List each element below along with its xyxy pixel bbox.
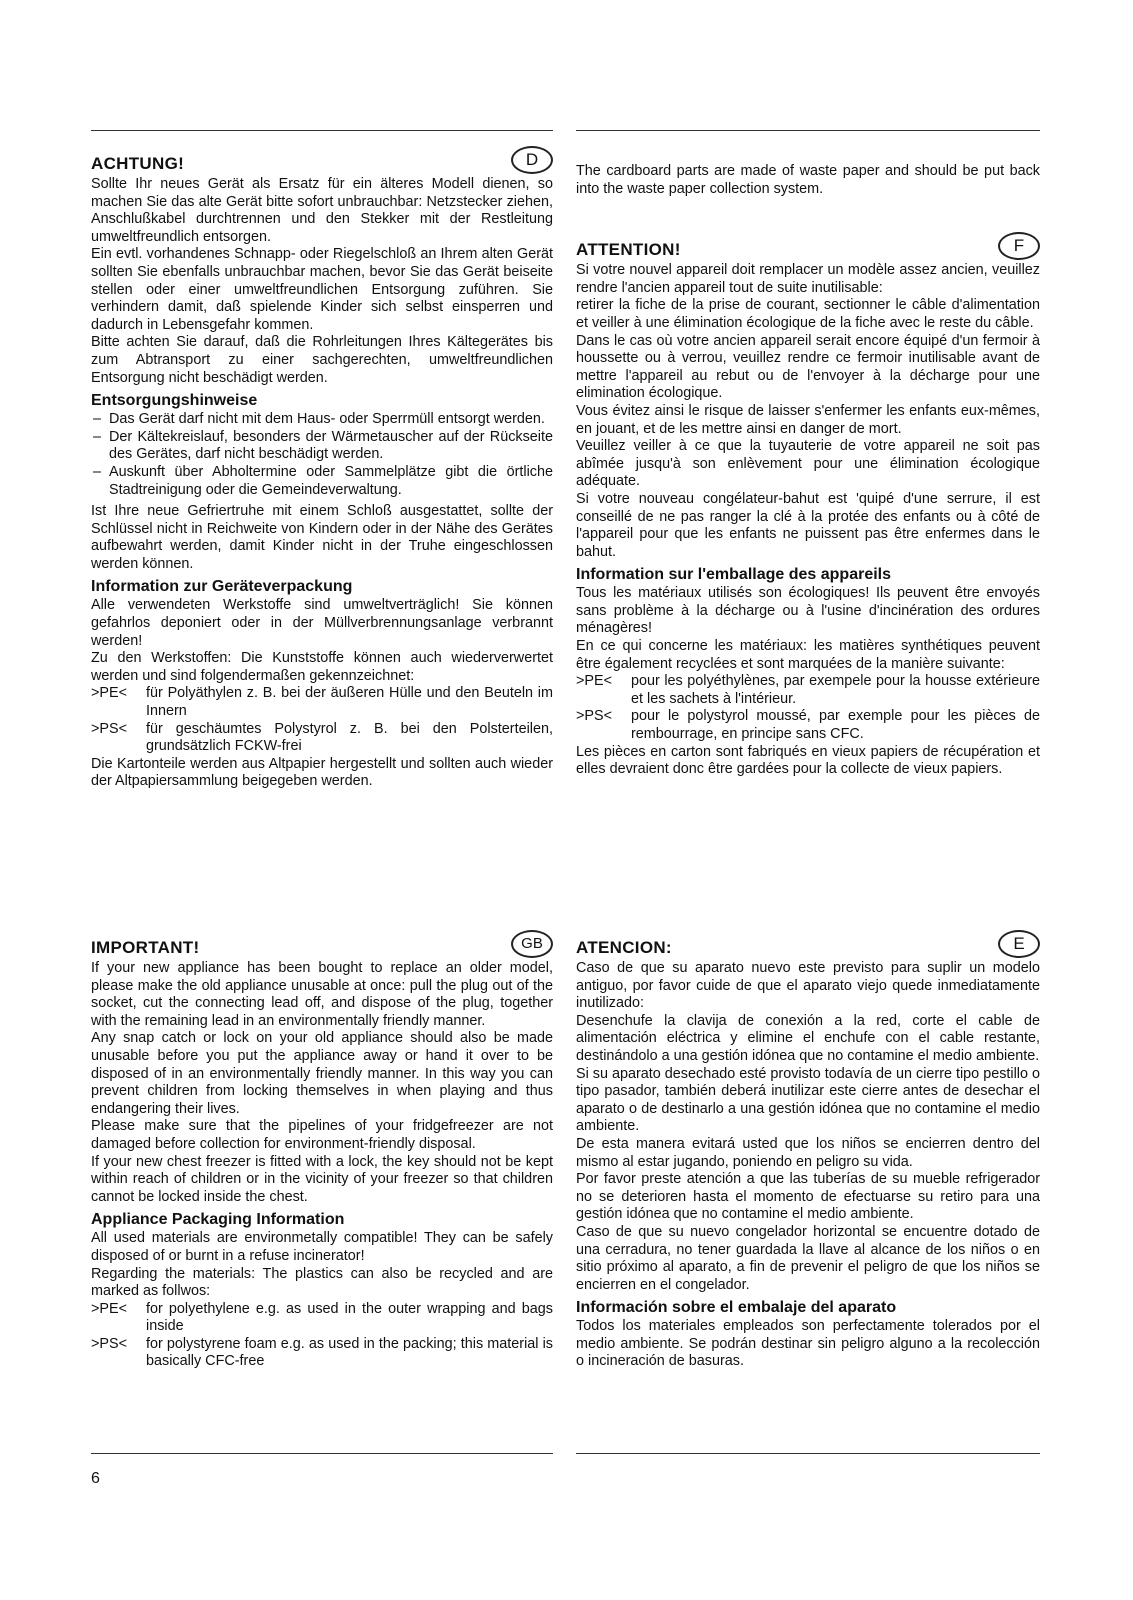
english-packaging-paragraph: All used materials are environmetally compatible! They can be safely disposed of or burnt in a refuse incinerator! [91,1230,553,1264]
german-paragraph: Sollte Ihr neues Gerät als Ersatz für ein älteres Modell dienen, so machen Sie das alte Gerät bitte sofort unbrauchbar: Netzstecker ziehen, Anschlußkabel durchtrennen und den Stekker mit der Restleitung umweltfreundlich entsorgen. [91,176,553,245]
top-rule-right [576,130,1040,131]
german-packaging-title: Information zur Geräteverpackung [91,578,353,596]
german-disposal-item [91,429,553,464]
french-paragraph: Veuillez veiller à ce que la tuyauterie de votre appareil ne soit pas abîmée jusqu'à son enlèvement pour une élimination écologique adéquate. [576,438,1040,490]
german-disposal-item [91,411,553,429]
spanish-paragraph: De esta manera evitará usted que los niños se encierren dentro del mismo al estar jugando, poniendo en peligro su vida. [576,1135,1040,1170]
spanish-paragraph: Caso de que su nuevo congelador horizontal se encuentre dotado de una cerradura, no tener guardada la llave al alcance de los niños o en sitio próximo al aparato, a fin de prevenir el peligro de que los niños se encierren en el congelador. [576,1223,1040,1293]
german-lock-paragraph: Ist Ihre neue Gefriertruhe mit einem Schloß ausgestattet, sollte der Schlüssel nicht in Reichweite von Kindern oder in der Nähe des Gerätes aufbewahrt werden, damit Kinder nicht in der Truhe eingeschlossen werden können. [91,503,553,572]
german-heading [91,146,553,176]
german-title: ACHTUNG! [91,154,185,173]
top-rule-left [91,130,553,131]
french-packaging-paragraph: En ce qui concerne les matériaux: les matières synthétiques peuvent être également recyclées et sont marquées de la manière suivante: [576,638,1040,672]
english-code-item [91,1301,553,1336]
dash-marker: – [93,463,102,480]
material-code-text: pour les polyéthylènes, par exempele pour la housse extérieure et les sachets à l'intérieur. [631,673,1040,707]
german-closing: Die Kartonteile werden aus Altpapier hergestellt und sollten auch wieder der Altpapiersammlung beigegeben werden. [91,755,553,790]
spanish-paragraph: Desenchufe la clavija de conexión a la red, corte el cable de alimentación eléctrica y elimine el enchufe con el cable restante, destinándolo a una gestión idónea que no contamine el medio ambiente. [576,1012,1040,1064]
german-paragraph: Ein evtl. vorhandenes Schnapp- oder Riegelschloß an Ihrem alten Gerät sollten Sie ebenfalls unbrauchbar machen, bevor Sie das Gerät beiseite stellen oder einer umweltfreundlichen Entsorgung zuführen. Sie verhindern damit, daß spielende Kinder sich selbst einsperren und dadurch in Lebensgefahr kommen. [91,246,553,333]
material-code: >PE< [91,685,128,702]
french-code-item [576,673,1040,708]
german-disposal-text: Der Kältekreislauf, besonders der Wärmetauscher auf der Rückseite des Gerätes, darf nicht beschädigt werden. [109,428,553,463]
french-packaging-paragraph: Tous les matériaux utilisés son écologiques! Ils peuvent être envoyés sans problème à la décharge ou à l'usine d'incinération des ordures ménagères! [576,585,1040,637]
french-paragraph: Dans le cas où votre ancien appareil serait encore équipé d'un fermoir à houssette ou à verrou, veuillez rendre ce fermoir inutilisable avant de mettre l'appareil au rebut ou de l'envoyer à la décharge pour une elimination écologique. [576,332,1040,402]
french-paragraph: Si votre nouveau congélateur-bahut est 'quipé d'une serrure, il est conseillé de ne pas ranger la clé à la protée des enfants ou à côté de l'appareil pour que les enfants ne puissent pas être enfermes dans le bahut. [576,490,1040,560]
language-badge-icon: F [998,232,1040,260]
spanish-title: ATENCION: [576,938,672,957]
spanish-paragraph: Caso de que su aparato nuevo este previsto para suplir un modelo antiguo, por favor cuide de que el aparato viejo quede inmediatamente inutilizado: [576,960,1040,1012]
french-packaging-title: Information sur l'emballage des appareils [576,566,892,584]
material-code-text: for polyethylene e.g. as used in the outer wrapping and bags inside [146,1300,553,1335]
dash-marker: – [93,411,102,428]
spanish-packaging-paragraph: Todos los materiales empleados son perfectamente tolerados por el medio ambiente. Se podrán destinar sin peligro alguno a la recolección o incineración de basuras. [576,1318,1040,1370]
german-code-item [91,721,553,756]
bottom-rule-right [576,1453,1040,1454]
material-code: >PS< [91,720,128,737]
german-disposal-text: Das Gerät darf nicht mit dem Haus- oder Sperrmüll entsorgt werden. [109,411,545,428]
english-packaging-title: Appliance Packaging Information [91,1211,345,1229]
german-paragraph: Bitte achten Sie darauf, daß die Rohrleitungen Ihres Kältegerätes bis zum Abtransport zu einer sachgerechten, umweltfreundlichen Entsorgung nicht beschädigt werden. [91,334,553,386]
english-paragraph: If your new appliance has been bought to replace an older model, please make the old appliance unusable at once: pull the plug out of the socket, cut the connecting lead off, and dispose of the plug, together with the remaining lead in an environmentally friendly manner. [91,960,553,1029]
language-badge-icon: E [998,930,1040,958]
german-disposal-title: Entsorgungshinweise [91,392,258,410]
french-section [576,163,1040,779]
material-code-text: für geschäumtes Polystyrol z. B. bei den Polsterteilen, grundsätzlich FCKW-frei [146,720,553,755]
dash-marker: – [93,428,102,445]
spanish-section [576,930,1040,1371]
english-heading [91,930,553,960]
english-closing: The cardboard parts are made of waste paper and should be put back into the waste paper collection system. [576,163,1040,197]
material-code: >PS< [576,708,613,725]
english-packaging-paragraph: Regarding the materials: The plastics can also be recycled and are marked as follwos: [91,1265,553,1300]
english-paragraph: Any snap catch or lock on your old appliance should also be made unusable before you put the appliance away or hand it over to be disposed of in an environmentally friendly manner. In this way you can prevent children from locking themselves in when playing and thus endangering their lives. [91,1030,553,1117]
material-code: >PE< [576,673,613,690]
english-section [91,930,553,1371]
spanish-packaging-title: Información sobre el embalaje del aparato [576,1299,897,1317]
material-code: >PS< [91,1335,128,1352]
english-code-item [91,1336,553,1371]
material-code: >PE< [91,1300,128,1317]
material-code-text: pour le polystyrol moussé, par exemple pour les pièces de rembourrage, en principe sans CFC. [631,708,1040,743]
french-code-item [576,708,1040,743]
german-disposal-text: Auskunft über Abholtermine oder Sammelplätze gibt die örtliche Stadtreinigung oder die Gemeindeverwaltung. [109,463,553,498]
material-code-text: für Polyäthylen z. B. bei der äußeren Hülle und den Beuteln im Innern [146,685,553,720]
french-paragraph: retirer la fiche de la prise de courant, sectionner le câble d'alimentation et veiller à une élimination écologique de la fiche avec le reste du câble. [576,297,1040,331]
spanish-paragraph: Por favor preste atención a que las tuberías de su mueble refrigerador no se deterioren hasta el momento de efectuarse su retiro para una gestión idónea que no contamine el medio ambiente. [576,1171,1040,1223]
english-paragraph: If your new chest freezer is fitted with a lock, the key should not be kept within reach of children or in the vicinity of your freezer so that children cannot be locked inside the chest. [91,1153,553,1205]
german-packaging-paragraph: Zu den Werkstoffen: Die Kunststoffe können auch wiederverwertet werden und sind folgendermaßen gekennzeichnet: [91,650,553,684]
french-paragraph: Vous évitez ainsi le risque de laisser s'enfermer les enfants eux-mêmes, en jouant, et de les mettre ainsi en danger de mort. [576,402,1040,437]
page-number: 6 [91,1470,100,1487]
french-heading [576,232,1040,262]
french-closing: Les pièces en carton sont fabriqués en vieux papiers de récupération et elles devraient donc être gardées pour la collecte de vieux papiers. [576,743,1040,778]
german-section [91,146,553,791]
german-code-item [91,685,553,720]
german-disposal-item [91,464,553,499]
french-paragraph: Si votre nouvel appareil doit remplacer un modèle assez ancien, veuillez rendre l'ancien appareil tout de suite inutilisable: [576,262,1040,296]
german-packaging-paragraph: Alle verwendeten Werkstoffe sind umweltverträglich! Sie können gefahrlos deponiert oder in der Müllverbrennungsanlage verbrannt werden! [91,597,553,649]
language-badge-icon: D [511,146,553,174]
language-badge-icon: GB [511,930,553,958]
material-code-text: for polystyrene foam e.g. as used in the packing; this material is basically CFC-free [146,1335,553,1370]
english-title: IMPORTANT! [91,938,200,957]
spanish-heading [576,930,1040,960]
spanish-paragraph: Si su aparato desechado esté provisto todavía de un cierre tipo pestillo o tipo pasador, también deberá inutilizar este cierre antes de desechar el aparato o de destinarlo a una gestión idónea que no contamine el medio ambiente. [576,1065,1040,1135]
bottom-rule-left [91,1453,553,1454]
french-title: ATTENTION! [576,240,681,260]
english-paragraph: Please make sure that the pipelines of your fridgefreezer are not damaged before collection for environment-friendly disposal. [91,1118,553,1152]
